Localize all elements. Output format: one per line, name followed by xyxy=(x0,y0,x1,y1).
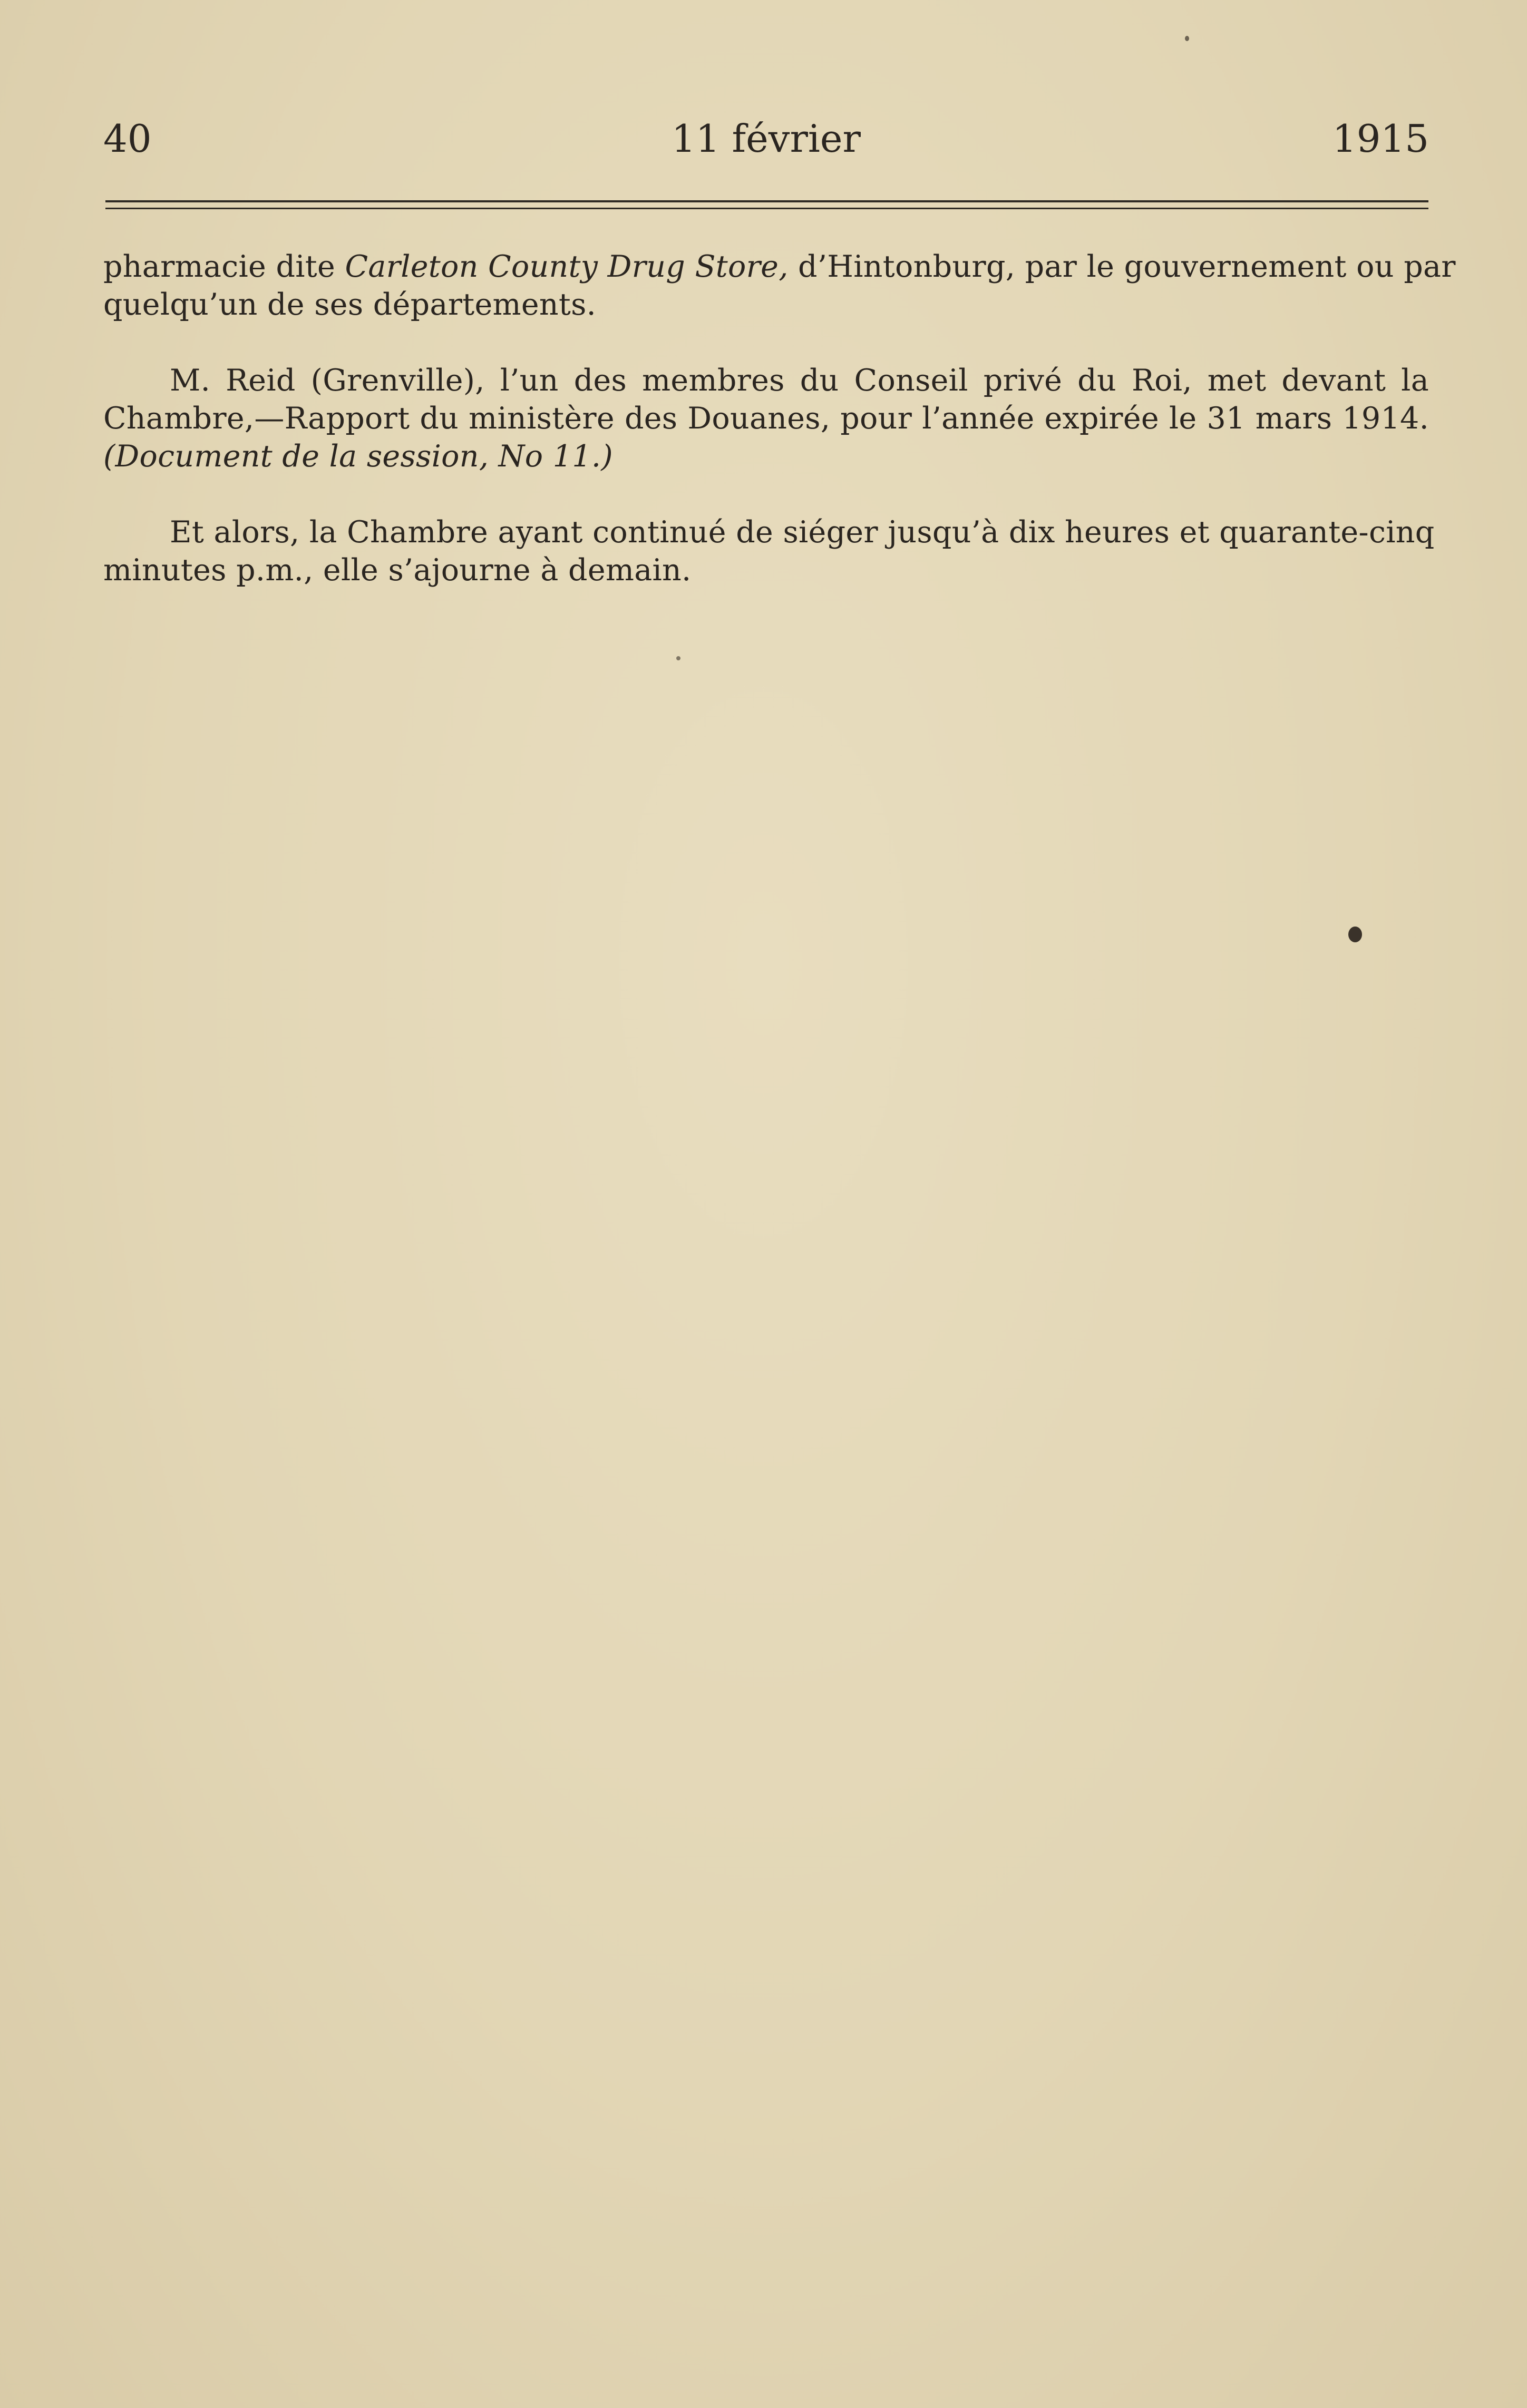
text-line: Chambre,—Rapport du ministère des Douanes, pour l’année expirée le 31 mars 1914. xyxy=(103,401,1429,436)
italic-run: Carleton County Drug Store, xyxy=(345,249,789,284)
header-rule-bottom xyxy=(105,208,1428,209)
ink-speck xyxy=(676,656,680,660)
paragraph-ajournement xyxy=(103,513,1435,589)
header-date: 11 février xyxy=(672,116,861,161)
text-run: d’Hintonburg, par le gouvernement ou par xyxy=(788,249,1456,284)
text-run: Et alors, la Chambre ayant continué de siéger jusqu’à dix heures et quarante-cinq xyxy=(170,515,1435,550)
paragraph-pharmacie xyxy=(103,248,1456,324)
text-run: M. Reid (Grenville), l’un des membres du Conseil privé du Roi, met devant la xyxy=(170,363,1429,398)
header-year: 1915 xyxy=(1332,116,1429,161)
page-number: 40 xyxy=(103,116,152,161)
text-line: (Document de la session, No 11.) xyxy=(103,439,613,474)
page-header xyxy=(103,115,1429,162)
text-line xyxy=(103,362,1429,399)
header-rule-top xyxy=(105,200,1428,202)
ink-speck xyxy=(1348,927,1362,942)
ink-speck xyxy=(1185,36,1189,41)
text-line xyxy=(103,513,1435,551)
text-line: minutes p.m., elle s’ajourne à demain. xyxy=(103,553,692,588)
text-line: quelqu’un de ses départements. xyxy=(103,287,597,322)
text-line xyxy=(103,248,1456,286)
paragraph-reid xyxy=(103,362,1429,475)
page-body xyxy=(103,248,1456,589)
text-run: pharmacie dite xyxy=(103,249,345,284)
